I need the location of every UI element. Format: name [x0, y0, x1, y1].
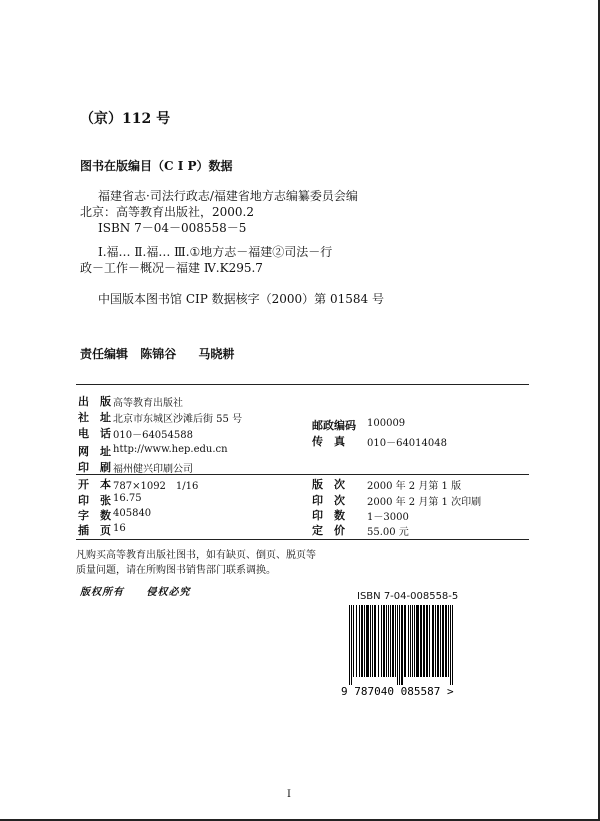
barcode-digits: 9 787040 085587 > — [341, 685, 454, 698]
barcode-bar — [450, 605, 451, 685]
cip-line-title: 福建省志·司法行政志/福建省地方志编纂委员会编 — [98, 189, 358, 203]
barcode-bar — [435, 605, 436, 677]
barcode-bar — [349, 605, 350, 685]
copyright-part-2: 侵权必究 — [146, 587, 191, 598]
barcode-bar — [386, 605, 387, 677]
cip-line-publisher: 北京：高等教育出版社，2000.2 — [80, 205, 254, 219]
barcode-bar — [408, 605, 409, 677]
barcode-bar — [395, 605, 396, 677]
isbn-label: ISBN 7-04-008558-5 — [357, 591, 459, 602]
barcode-bar — [390, 605, 391, 677]
barcode-bar — [392, 605, 394, 677]
barcode-bar — [381, 605, 382, 677]
barcode-bar — [452, 605, 453, 685]
notice-line-1: 凡购买高等教育出版社图书，如有缺页、倒页、脱页等 — [76, 550, 316, 561]
editor-label: 责任编辑 — [80, 347, 129, 361]
barcode-bar — [370, 605, 371, 677]
barcode-bar — [432, 605, 434, 677]
editor-name-1: 陈锦谷 — [140, 347, 177, 361]
barcode-bar — [420, 605, 422, 677]
cip-line-subjects: Ⅰ.福… Ⅱ.福… Ⅲ.①地方志－福建②司法－行 — [98, 245, 333, 259]
barcode-bar — [429, 605, 430, 677]
divider-top — [76, 384, 529, 385]
isbn-barcode — [337, 603, 467, 698]
barcode-bar — [364, 605, 365, 677]
barcode-bar — [351, 605, 352, 685]
barcode-bar — [442, 605, 444, 677]
barcode-bar — [437, 605, 439, 677]
barcode-bar — [356, 605, 357, 677]
cip-line-verification: 中国版本图书馆 CIP 数据核字（2000）第 01584 号 — [98, 292, 384, 306]
barcode-bar — [426, 605, 428, 677]
barcode-bar — [361, 605, 363, 677]
barcode-bar — [397, 605, 398, 685]
page-number: I — [287, 789, 291, 800]
barcode-bar — [412, 605, 413, 677]
barcode-bar — [399, 605, 400, 685]
barcode-bar — [372, 605, 373, 677]
cip-line-subjects-cont: 政－工作－概况－福建 Ⅳ.K295.7 — [80, 261, 263, 275]
barcode-bar — [383, 605, 385, 677]
notice-line-2: 质量问题，请在所购图书销售部门联系调换。 — [76, 565, 276, 576]
barcode-bar — [416, 605, 419, 677]
cip-title: 图书在版编目（C I P）数据 — [80, 159, 233, 173]
barcode-bar — [366, 605, 369, 677]
divider-middle — [76, 474, 529, 475]
barcode-bar — [359, 605, 360, 677]
barcode-bar — [448, 605, 449, 677]
registration-number: （京）112 号 — [80, 111, 171, 127]
barcode-bar — [388, 605, 389, 677]
barcode-bar — [423, 605, 425, 677]
responsible-editors — [80, 345, 234, 362]
barcode-bar — [440, 605, 441, 677]
divider-bottom — [76, 539, 529, 540]
barcode-bar — [401, 605, 403, 685]
editor-name-2: 马晓耕 — [198, 347, 235, 361]
copyright-notice — [80, 583, 190, 598]
copyright-part-1: 版权所有 — [80, 587, 124, 598]
barcode-bar — [378, 605, 379, 677]
barcode-bar — [414, 605, 415, 677]
cip-line-isbn: ISBN 7－04－008558－5 — [98, 221, 247, 235]
barcode-bar — [404, 605, 406, 677]
barcode-bar — [410, 605, 411, 677]
barcode-bar — [374, 605, 376, 677]
barcode-bar — [445, 605, 447, 677]
barcode-bar — [353, 605, 354, 677]
